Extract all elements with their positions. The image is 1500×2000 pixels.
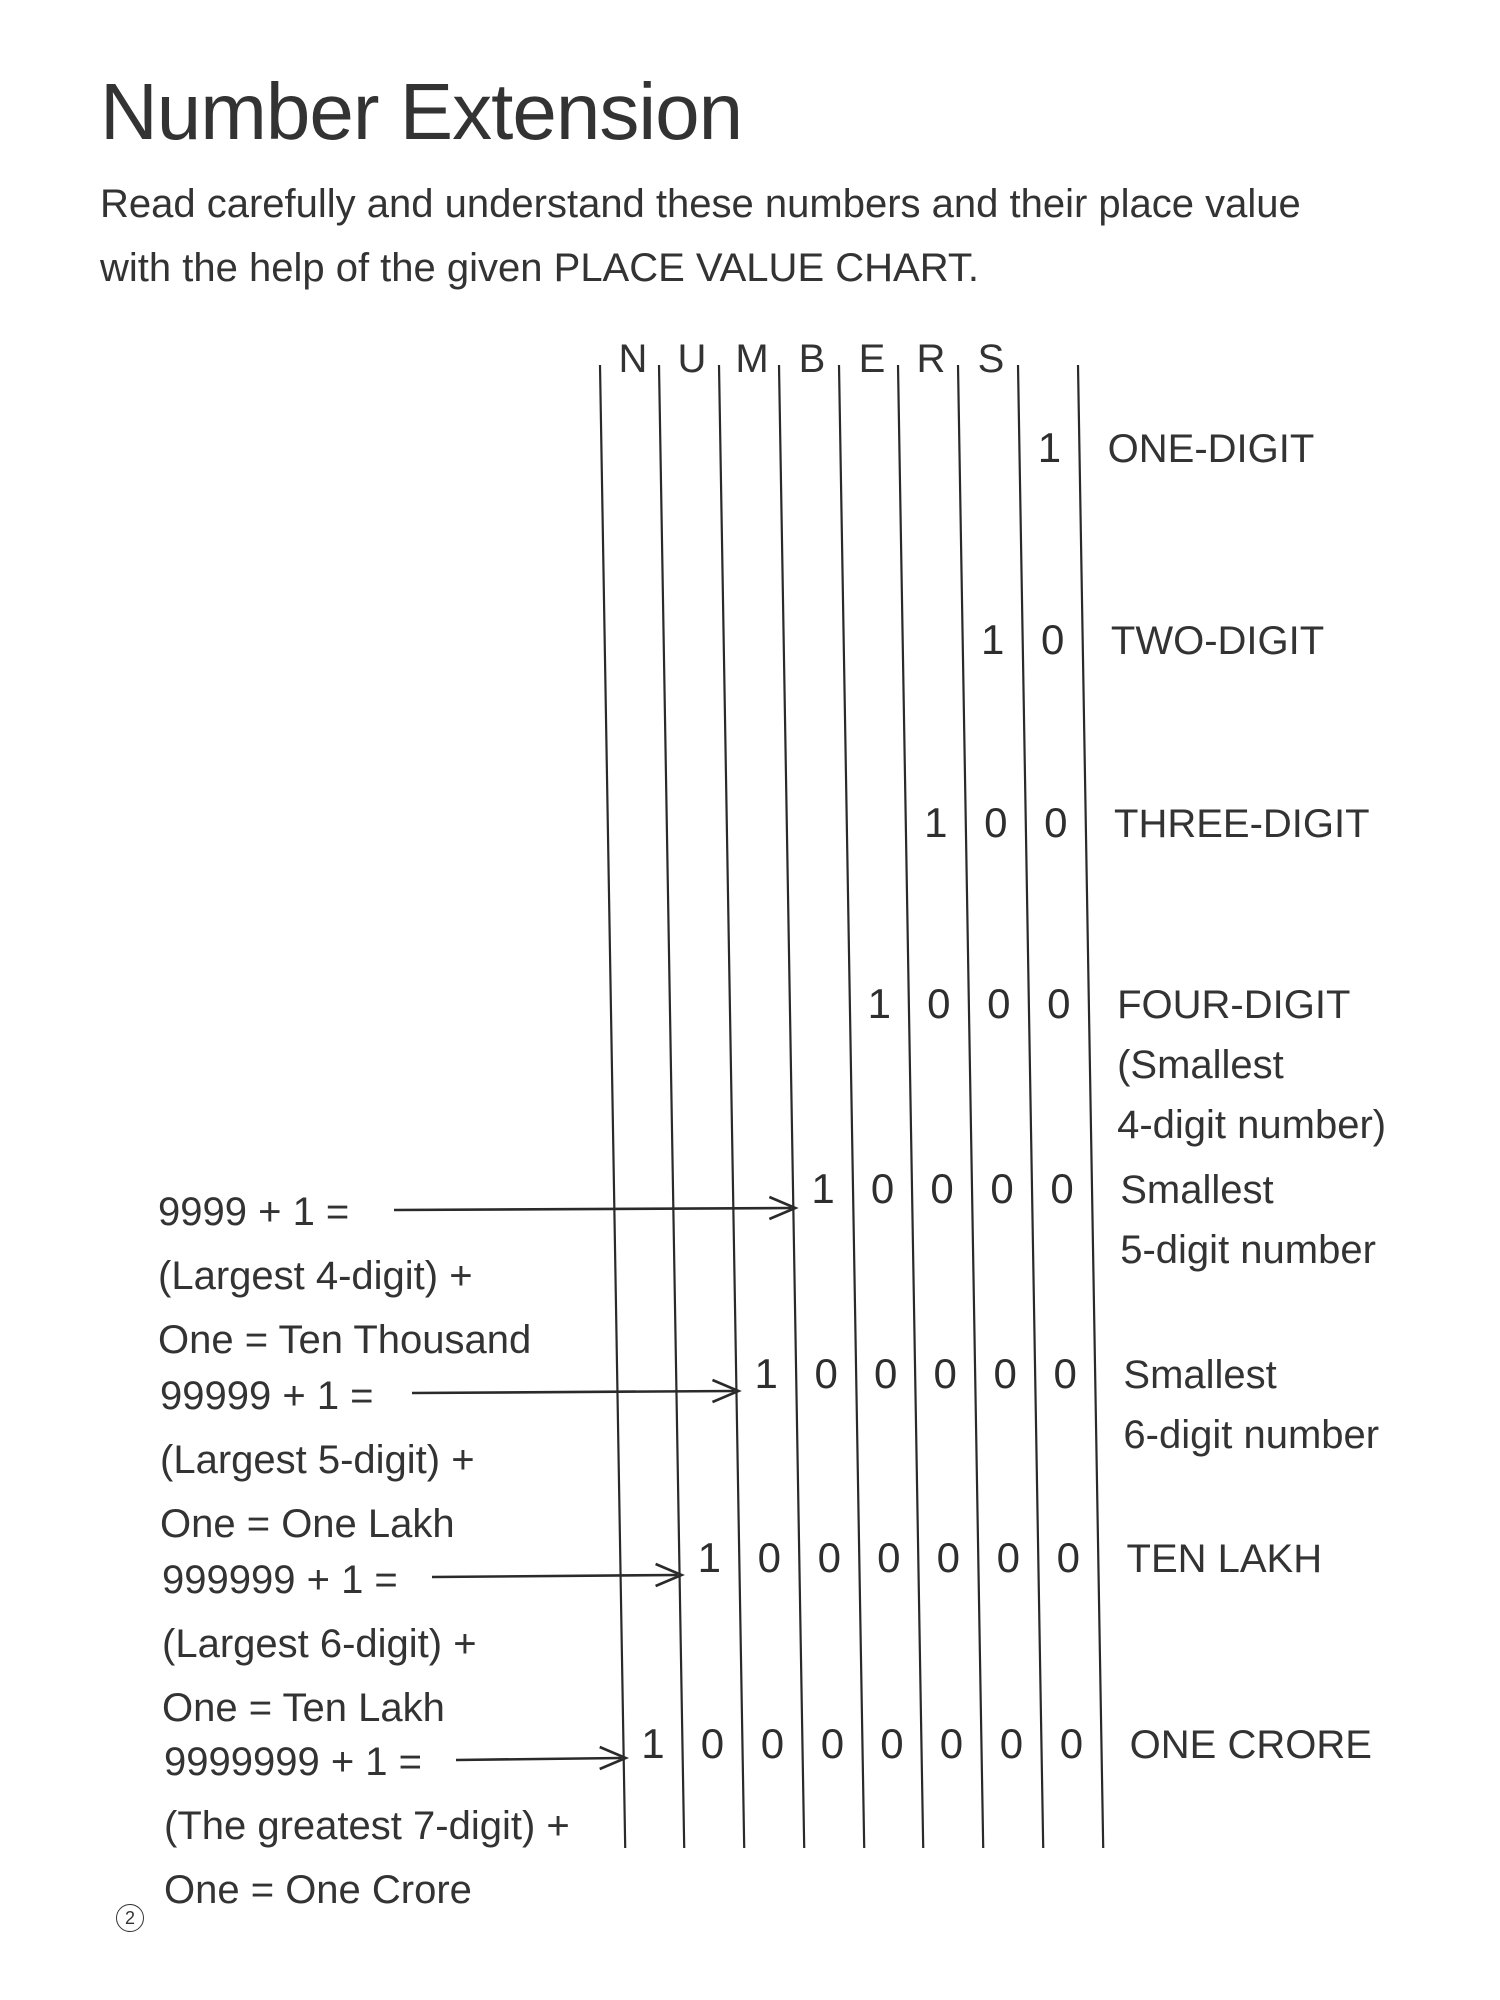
chart-row-label-2-1: TWO-DIGIT	[1110, 619, 1325, 663]
chart-rule-3	[719, 365, 744, 1848]
intro-line-1: Read carefully and understand these numbers and their place value	[100, 182, 1301, 226]
chart-digit-row6-1: 1	[754, 1350, 778, 1397]
equation-2-line-3: One = One Lakh	[160, 1502, 455, 1546]
chart-header-letter-n: N	[618, 337, 648, 381]
chart-rule-9	[1078, 365, 1103, 1848]
equation-3-line-2: (Largest 6-digit) +	[162, 1622, 477, 1666]
equation-1-line-1: 9999 + 1 =	[158, 1190, 350, 1234]
equation-2-line-1: 99999 + 1 =	[160, 1374, 374, 1418]
equation-1-line-3: One = Ten Thousand	[158, 1318, 532, 1362]
chart-row-label-1-1: ONE-DIGIT	[1107, 427, 1315, 471]
chart-digit-row4-2: 0	[927, 980, 951, 1027]
chart-digit-row1-1: 1	[1037, 424, 1062, 471]
chart-digit-row6-6: 0	[1053, 1350, 1077, 1397]
equation-block-4	[164, 1730, 570, 1922]
chart-digit-row5-5: 0	[1050, 1165, 1074, 1212]
chart-digit-row3-2: 0	[984, 799, 1008, 846]
chart-header-letter-r: R	[916, 337, 946, 381]
chart-rule-4	[779, 365, 804, 1848]
equation-4-line-2: (The greatest 7-digit) +	[164, 1804, 570, 1848]
chart-digit-row5-4: 0	[990, 1165, 1014, 1212]
chart-row-label-5-2: 5-digit number	[1120, 1228, 1376, 1272]
chart-rule-1	[600, 365, 625, 1848]
chart-rule-2	[659, 365, 684, 1848]
intro-line-2: with the help of the given PLACE VALUE CHART.	[100, 246, 979, 290]
equation-4-line-3: One = One Crore	[164, 1868, 472, 1912]
chart-digit-row8-8: 0	[1059, 1720, 1084, 1767]
equation-4-line-1: 9999999 + 1 =	[164, 1740, 423, 1784]
chart-digit-row2-1: 1	[980, 616, 1005, 663]
chart-digit-row5-3: 0	[930, 1165, 954, 1212]
chart-row-label-6-2: 6-digit number	[1123, 1413, 1380, 1457]
chart-digit-row6-5: 0	[993, 1350, 1017, 1397]
chart-digit-row7-3: 0	[817, 1534, 841, 1581]
chart-header-letter-u: U	[677, 337, 707, 381]
chart-digit-row6-4: 0	[933, 1350, 957, 1397]
page-number: 2	[116, 1904, 144, 1932]
chart-digit-row8-2: 0	[700, 1720, 725, 1767]
equation-2-line-2: (Largest 5-digit) +	[160, 1438, 475, 1482]
page-title: Number Extension	[100, 67, 743, 156]
chart-rule-6	[898, 365, 923, 1848]
chart-digit-row8-6: 0	[939, 1720, 964, 1767]
chart-digit-row7-1: 1	[697, 1534, 721, 1581]
chart-row-label-7-1: TEN LAKH	[1126, 1537, 1323, 1581]
chart-digit-row6-2: 0	[814, 1350, 838, 1397]
chart-digit-row7-7: 0	[1056, 1534, 1080, 1581]
chart-digit-row8-1: 1	[641, 1720, 665, 1767]
chart-row-label-8-1: ONE CRORE	[1129, 1723, 1372, 1767]
chart-digit-row5-1: 1	[811, 1165, 835, 1212]
chart-row-label-4-3: 4-digit number)	[1117, 1103, 1387, 1147]
equation-3-line-1: 999999 + 1 =	[162, 1558, 398, 1602]
equation-block-1	[158, 1180, 531, 1372]
chart-digit-row7-2: 0	[757, 1534, 781, 1581]
chart-header-letter-e: E	[858, 337, 886, 381]
chart-digit-row5-2: 0	[870, 1165, 895, 1212]
chart-rule-8	[1018, 365, 1043, 1848]
chart-row-label-5-1: Smallest	[1120, 1168, 1274, 1212]
equation-block-2	[160, 1364, 475, 1556]
chart-row-label-6-1: Smallest	[1123, 1353, 1277, 1397]
chart-digit-row4-1: 1	[867, 980, 892, 1027]
chart-digit-row6-3: 0	[873, 1350, 898, 1397]
chart-digit-row8-7: 0	[999, 1720, 1024, 1767]
chart-row-label-4-2: (Smallest	[1117, 1043, 1284, 1087]
chart-digit-row7-6: 0	[996, 1534, 1020, 1581]
chart-digit-row7-5: 0	[936, 1534, 960, 1581]
equation-block-3	[162, 1548, 477, 1740]
chart-row-label-3-1: THREE-DIGIT	[1114, 802, 1370, 846]
equation-3-line-3: One = Ten Lakh	[162, 1686, 445, 1730]
chart-rule-5	[839, 365, 864, 1848]
chart-digit-row8-5: 0	[880, 1720, 904, 1767]
chart-digit-row3-1: 1	[924, 799, 948, 846]
chart-digit-row8-4: 0	[820, 1720, 845, 1767]
chart-digit-row8-3: 0	[760, 1720, 785, 1767]
chart-digit-row7-4: 0	[877, 1534, 901, 1581]
chart-header-letter-m: M	[735, 337, 769, 381]
chart-header-letter-s: S	[977, 337, 1005, 381]
chart-rule-7	[958, 365, 983, 1848]
chart-row-label-4-1: FOUR-DIGIT	[1117, 983, 1351, 1027]
chart-header-letter-b: B	[798, 337, 826, 381]
chart-digit-row3-3: 0	[1044, 799, 1068, 846]
chart-digit-row4-4: 0	[1047, 980, 1071, 1027]
chart-digit-row2-2: 0	[1040, 616, 1065, 663]
equation-1-line-2: (Largest 4-digit) +	[158, 1254, 473, 1298]
chart-digit-row4-3: 0	[987, 980, 1011, 1027]
